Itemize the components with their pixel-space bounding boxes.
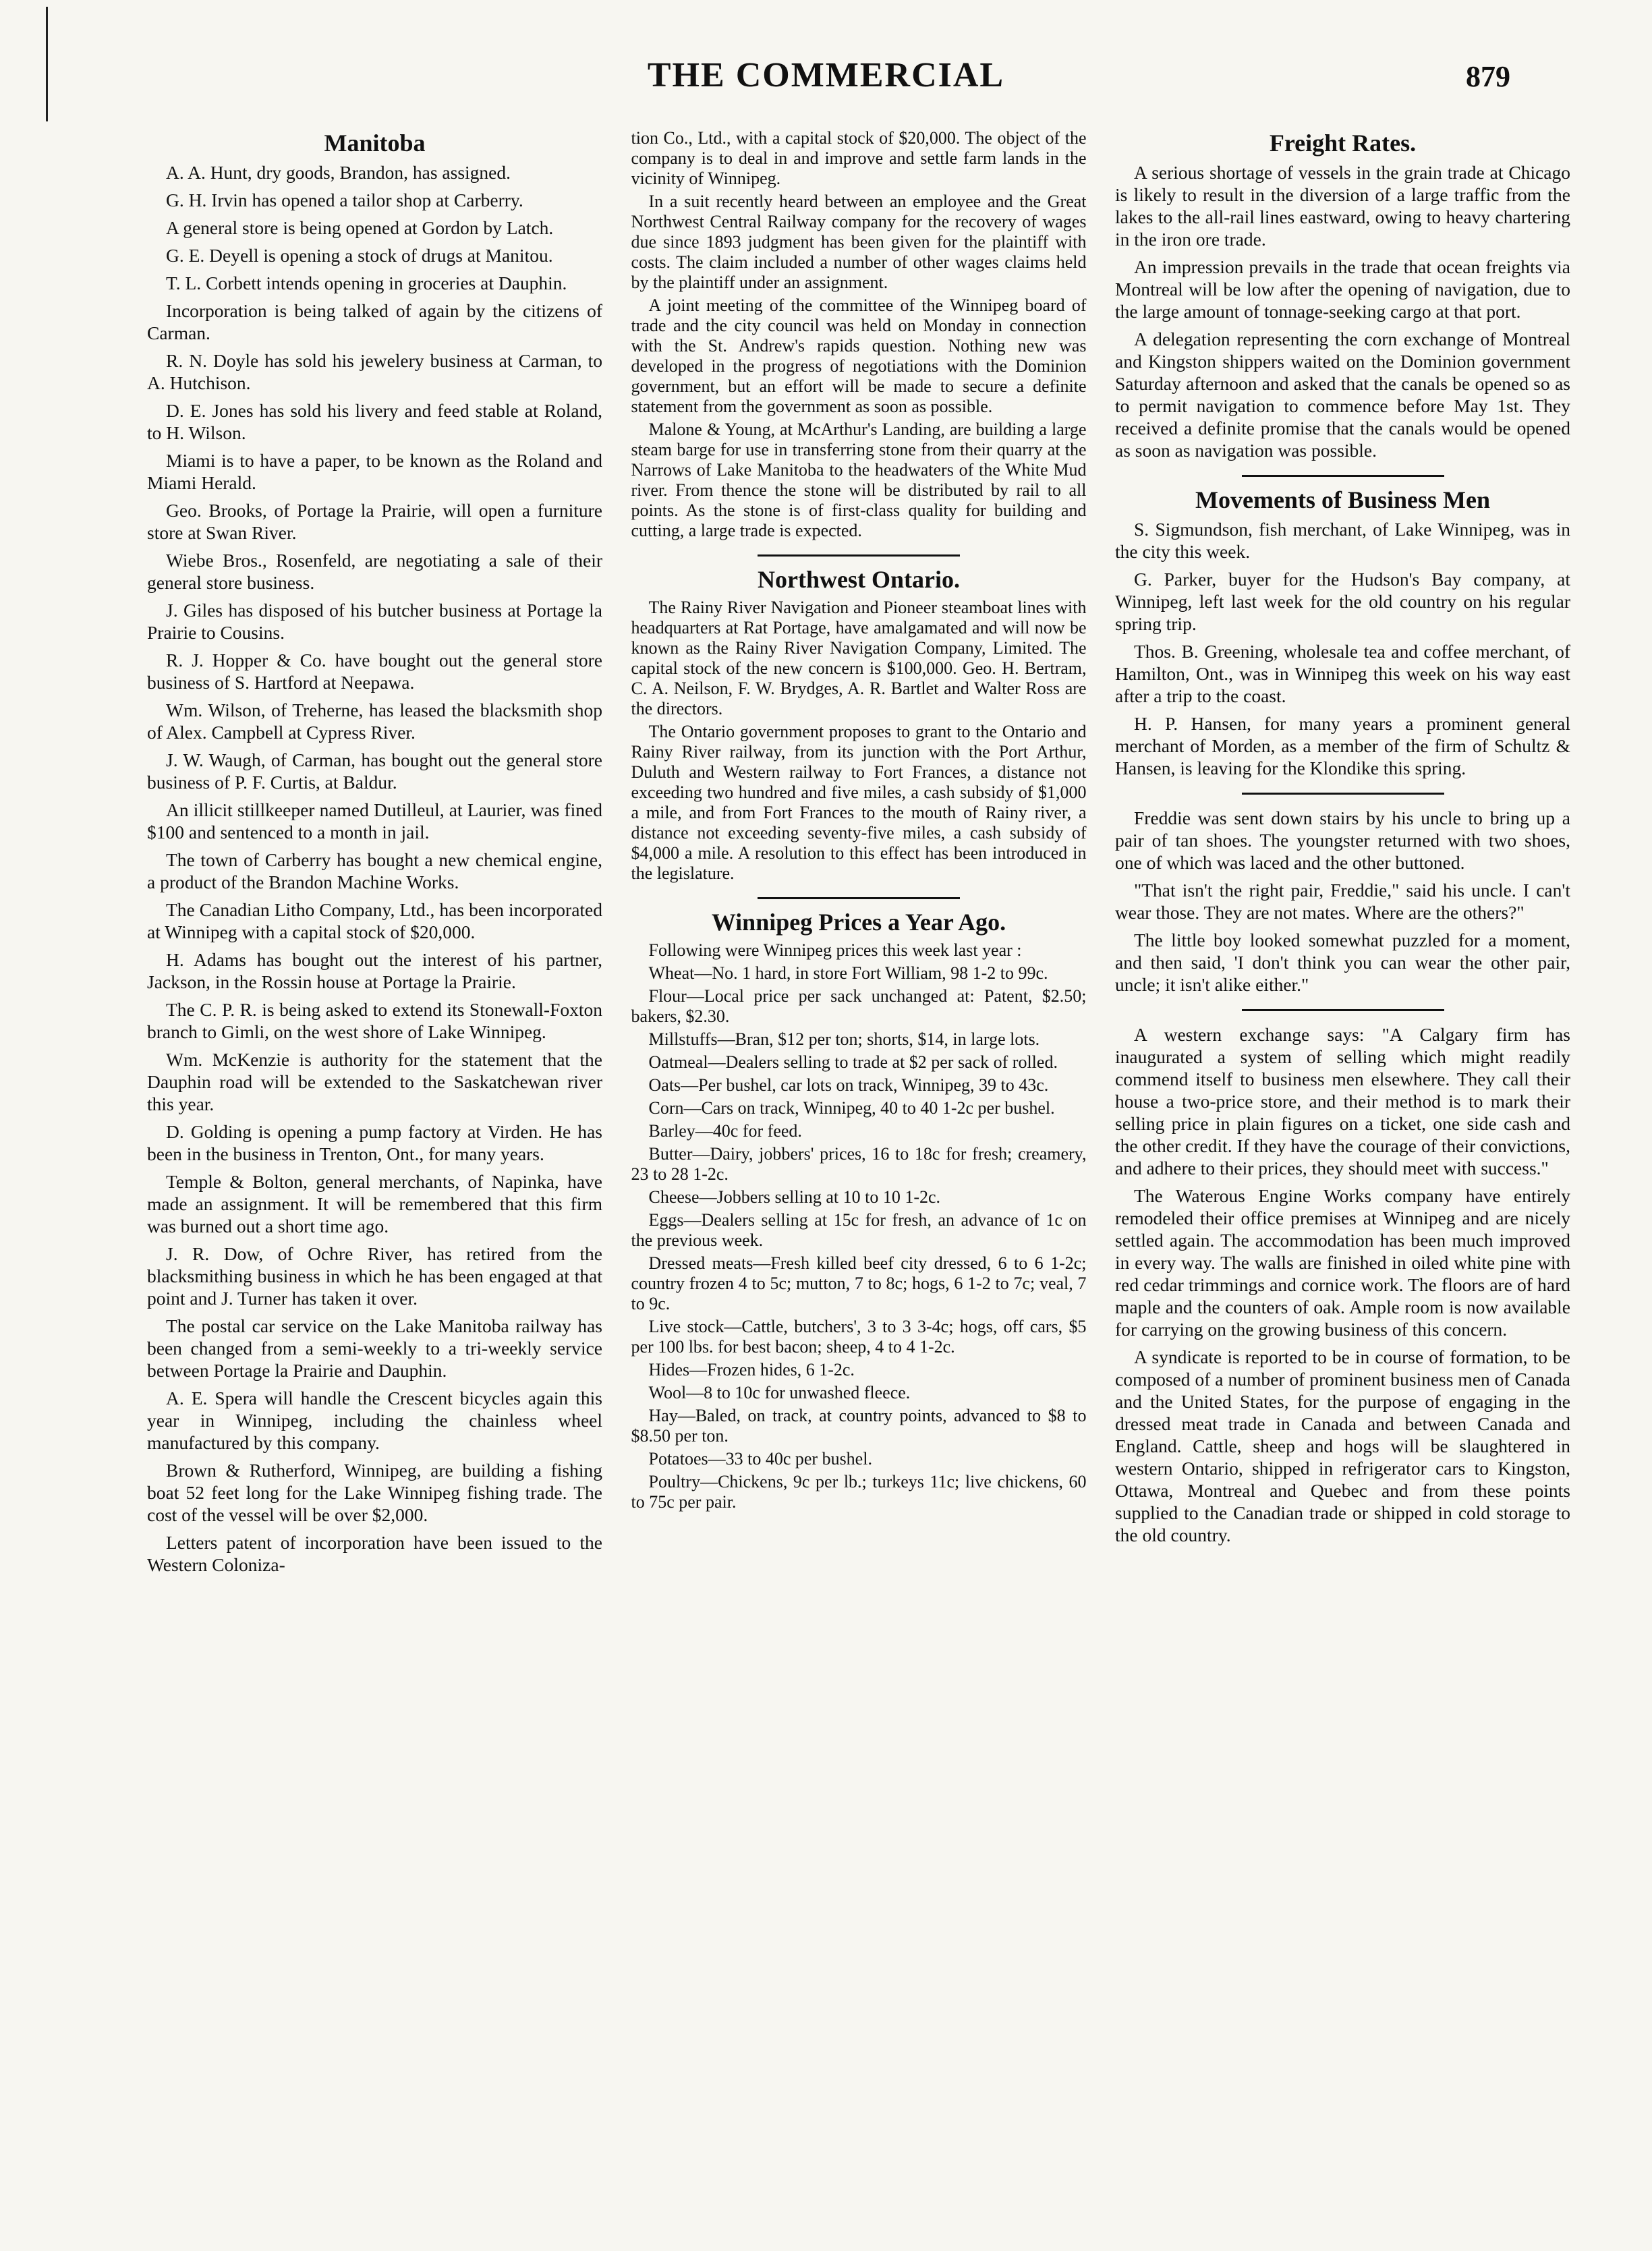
news-item: Miami is to have a paper, to be known as the Roland and Miami Herald. xyxy=(147,450,602,493)
news-item: H. P. Hansen, for many years a prominent general merchant of Morden, as a member of the firm of Schultz & Hansen, is leaving for the Klondike this spring. xyxy=(1115,713,1570,778)
news-item: A syndicate is reported to be in course of formation, to be composed of a number of prominent business men of Canada and the United States, for the purpose of engaging in the dressed meat trade in Canada and between Canada and England. Cattle, sheep and hogs will be slaughtered in western Ontario, shipped in refrigerator cars to Kingston, Ottawa, Montreal and Quebec and from these points supplied to the Canadian trade or shipped in cold storage to the old country. xyxy=(1115,1346,1570,1545)
news-item: Geo. Brooks, of Portage la Prairie, will open a furniture store at Swan River. xyxy=(147,500,602,543)
price-item: Millstuffs—Bran, $12 per ton; shorts, $14, in large lots. xyxy=(648,1029,1040,1049)
news-item: J. Giles has disposed of his butcher business at Portage la Prairie to Cousins. xyxy=(147,600,602,643)
price-item: Poultry—Chickens, 9c per lb.; turkeys 11c; live chickens, 60 to 75c per pair. xyxy=(631,1472,1087,1512)
price-item: Dressed meats—Fresh killed beef city dressed, 6 to 6 1-2c; country frozen 4 to 5c; mutton, 7 to 8c; hogs, 6 1-2 to 7c; veal, 7 to 9c. xyxy=(631,1253,1087,1313)
section-divider xyxy=(1242,793,1444,795)
news-item: D. E. Jones has sold his livery and feed stable at Roland, to H. Wilson. xyxy=(147,400,602,443)
news-item: R. J. Hopper & Co. have bought out the general store business of S. Hartford at Neepawa. xyxy=(147,650,602,693)
news-item: Thos. B. Greening, wholesale tea and coffee merchant, of Hamilton, Ont., was in Winnipeg this week on his way east after a trip to the coast. xyxy=(1115,641,1570,706)
price-item: Live stock—Cattle, butchers', 3 to 3 3-4c; hogs, off cars, $5 per 100 lbs. for best bacon; sheep, 4 to 4 1-2c. xyxy=(631,1317,1087,1357)
news-item: J. R. Dow, of Ochre River, has retired from the blacksmithing business in which he has been engaged at that point and J. Turner has taken it over. xyxy=(147,1243,602,1309)
column-right xyxy=(1115,128,1570,2206)
news-item: The postal car service on the Lake Manitoba railway has been changed from a semi-weekly to a tri-weekly service between Portage la Prairie and Dauphin. xyxy=(147,1315,602,1381)
news-item: Wm. McKenzie is authority for the statement that the Dauphin road will be extended to the Saskatchewan river this year. xyxy=(147,1049,602,1114)
news-item: Wiebe Bros., Rosenfeld, are negotiating a sale of their general store business. xyxy=(147,550,602,593)
news-item: Brown & Rutherford, Winnipeg, are building a fishing boat 52 feet long for the Lake Winnipeg fishing trade. The cost of the vessel will be over $2,000. xyxy=(147,1460,602,1525)
news-item: T. L. Corbett intends opening in groceries at Dauphin. xyxy=(166,273,567,293)
news-item: D. Golding is opening a pump factory at Virden. He has been in the business in Trenton, Ont., for many years. xyxy=(147,1121,602,1164)
news-item: H. Adams has bought out the interest of his partner, Jackson, in the Rossin house at Portage la Prairie. xyxy=(147,949,602,992)
price-item: Butter—Dairy, jobbers' prices, 16 to 18c for fresh; creamery, 23 to 28 1-2c. xyxy=(631,1144,1087,1184)
news-item: A joint meeting of the committee of the Winnipeg board of trade and the city council was held on Monday in connection with the St. Andrew's rapids question. Nothing new was developed in the progress of negotiations with the Dominion government, but an effort will be made to secure a definite statement from the government as soon as possible. xyxy=(631,295,1087,416)
news-item: A serious shortage of vessels in the grain trade at Chicago is likely to result in the diversion of a large traffic from the lakes to the all-rail lines eastward, owing to heavy chartering in the iron ore trade. xyxy=(1115,162,1570,250)
page-title: THE COMMERCIAL xyxy=(647,56,1005,94)
news-item: A general store is being opened at Gordon by Latch. xyxy=(166,217,554,238)
news-item: J. W. Waugh, of Carman, has bought out the general store business of P. F. Curtis, at Baldur. xyxy=(147,749,602,793)
price-item: Potatoes—33 to 40c per bushel. xyxy=(648,1449,872,1469)
price-item: Oatmeal—Dealers selling to trade at $2 per sack of rolled. xyxy=(648,1052,1058,1072)
news-item: Incorporation is being talked of again by the citizens of Carman. xyxy=(147,300,602,343)
news-item: A. A. Hunt, dry goods, Brandon, has assigned. xyxy=(166,162,511,183)
section-divider xyxy=(758,554,960,557)
section-divider xyxy=(758,897,960,899)
price-item: Hay—Baled, on track, at country points, advanced to $8 to $8.50 per ton. xyxy=(631,1406,1087,1446)
news-item: The Ontario government proposes to grant to the Ontario and Rainy River railway, from its junction with the Port Arthur, Duluth and Western railway to Fort Frances, a distance not exceeding two hundred and five miles, a cash subsidy of $1,000 a mile, and from Fort Frances to the mouth of Rainy river, a distance not exceeding seventy-five miles, a cash subsidy of $4,000 a mile. A resolution to this effect has been introduced in the legislature. xyxy=(631,722,1087,883)
news-item: Malone & Young, at McArthur's Landing, are building a large steam barge for use in transferring stone from their quarry at the Narrows of Lake Manitoba to the headwaters of the White Mud river. From thence the stone will be distributed by rail to all points. As the stone is of first-class quality for building and cutting, a large trade is expected. xyxy=(631,420,1087,540)
section-heading: Winnipeg Prices a Year Ago. xyxy=(711,909,1006,936)
news-item: A western exchange says: "A Calgary firm has inaugurated a system of selling which might readily commend itself to business men elsewhere. They call their house a two-price store, and their method is to mark their selling price in plain figures on a ticket, one side cash and the other credit. If they have the courage of their convictions, and adhere to their prices, they should meet with success." xyxy=(1115,1024,1570,1178)
news-item: An illicit stillkeeper named Dutilleul, at Laurier, was fined $100 and sentenced to a month in jail. xyxy=(147,799,602,843)
news-item: S. Sigmundson, fish merchant, of Lake Winnipeg, was in the city this week. xyxy=(1115,519,1570,562)
price-item: Following were Winnipeg prices this week last year : xyxy=(648,940,1022,960)
section-heading: Northwest Ontario. xyxy=(758,566,960,593)
news-item: A delegation representing the corn exchange of Montreal and Kingston shippers waited on the Dominion government Saturday afternoon and asked that the canals be opened so as to permit navigation to commence before May 1st. They received a definite promise that the canals would be opened as soon as navigation was possible. xyxy=(1115,329,1570,461)
price-item: Flour—Local price per sack unchanged at: Patent, $2.50; bakers, $2.30. xyxy=(631,986,1087,1026)
news-item: Freddie was sent down stairs by his uncle to bring up a pair of tan shoes. The youngster returned with two shoes, one of which was laced and the other buttoned. xyxy=(1115,807,1570,873)
news-item: Wm. Wilson, of Treherne, has leased the blacksmith shop of Alex. Campbell at Cypress River. xyxy=(147,700,602,743)
price-item: Wheat—No. 1 hard, in store Fort William, 98 1-2 to 99c. xyxy=(648,963,1048,983)
price-item: Hides—Frozen hides, 6 1-2c. xyxy=(648,1360,855,1379)
news-item: R. N. Doyle has sold his jewelery business at Carman, to A. Hutchison. xyxy=(147,350,602,393)
news-item: An impression prevails in the trade that ocean freights via Montreal will be low after the opening of navigation, due to the large amount of tonnage-seeking cargo at that port. xyxy=(1115,256,1570,322)
section-heading: Manitoba xyxy=(324,130,426,156)
news-item: "That isn't the right pair, Freddie," said his uncle. I can't wear those. They are not mates. Where are the others?" xyxy=(1115,880,1570,923)
news-item: The Rainy River Navigation and Pioneer steamboat lines with headquarters at Rat Portage, have amalgamated and will now be known as the Rainy River Navigation Company, Limited. The capital stock of the new concern is $100,000. Geo. H. Bertram, C. A. Neilson, F. W. Brydges, A. R. Bartlet and Walter Ross are the directors. xyxy=(631,598,1087,718)
section-heading: Freight Rates. xyxy=(1269,130,1417,156)
news-item: Temple & Bolton, general merchants, of Napinka, have made an assignment. It will be remembered that this firm was burned out a short time ago. xyxy=(147,1171,602,1236)
news-item: The town of Carberry has bought a new chemical engine, a product of the Brandon Machine Works. xyxy=(147,849,602,892)
news-item: Letters patent of incorporation have been issued to the Western Coloniza- xyxy=(147,1532,602,1575)
news-item: The little boy looked somewhat puzzled for a moment, and then said, 'I don't think you can wear the other pair, uncle; it isn't alike either." xyxy=(1115,930,1570,995)
section-divider xyxy=(1242,1009,1444,1011)
news-item: A. E. Spera will handle the Crescent bicycles again this year in Winnipeg, including the chainless wheel manufactured by this company. xyxy=(147,1388,602,1453)
page-number: 879 xyxy=(1466,60,1510,93)
news-item: The Canadian Litho Company, Ltd., has been incorporated at Winnipeg with a capital stock of $20,000. xyxy=(147,899,602,942)
section-heading: Movements of Business Men xyxy=(1195,486,1490,513)
price-item: Wool—8 to 10c for unwashed fleece. xyxy=(648,1383,911,1402)
news-item: tion Co., Ltd., with a capital stock of $20,000. The object of the company is to deal in and improve and settle farm lands in the vicinity of Winnipeg. xyxy=(631,128,1087,188)
news-item: The Waterous Engine Works company have entirely remodeled their office premises at Winnipeg and are nicely settled again. The accommodation has been much improved in every way. The walls are finished in oiled white pine with red cedar trimmings and cornice work. The floors are of hard maple and the counters of oak. Ample room is now available for carrying on the growing business of this concern. xyxy=(1115,1185,1570,1340)
column-middle xyxy=(631,128,1087,2206)
section-divider xyxy=(1242,475,1444,477)
news-item: G. Parker, buyer for the Hudson's Bay company, at Winnipeg, left last week for the old country on his regular spring trip. xyxy=(1115,569,1570,634)
news-item: G. H. Irvin has opened a tailor shop at Carberry. xyxy=(166,190,523,210)
news-item: The C. P. R. is being asked to extend its Stonewall-Foxton branch to Gimli, on the west shore of Lake Winnipeg. xyxy=(147,999,602,1042)
news-item: In a suit recently heard between an employee and the Great Northwest Central Railway company for the recovery of wages due since 1893 judgment has been given for the plaintiff with costs. The claim included a number of other wages claims held by the plaintiff under an assignment. xyxy=(631,192,1087,292)
article-columns xyxy=(147,128,1570,2206)
news-item: G. E. Deyell is opening a stock of drugs at Manitou. xyxy=(166,245,553,266)
price-item: Eggs—Dealers selling at 15c for fresh, an advance of 1c on the previous week. xyxy=(631,1210,1087,1250)
price-item: Cheese—Jobbers selling at 10 to 10 1-2c. xyxy=(648,1187,941,1207)
price-item: Corn—Cars on track, Winnipeg, 40 to 40 1-2c per bushel. xyxy=(648,1098,1055,1118)
price-item: Barley—40c for feed. xyxy=(648,1121,802,1141)
price-item: Oats—Per bushel, car lots on track, Winnipeg, 39 to 43c. xyxy=(648,1075,1049,1095)
column-left xyxy=(147,128,602,2206)
